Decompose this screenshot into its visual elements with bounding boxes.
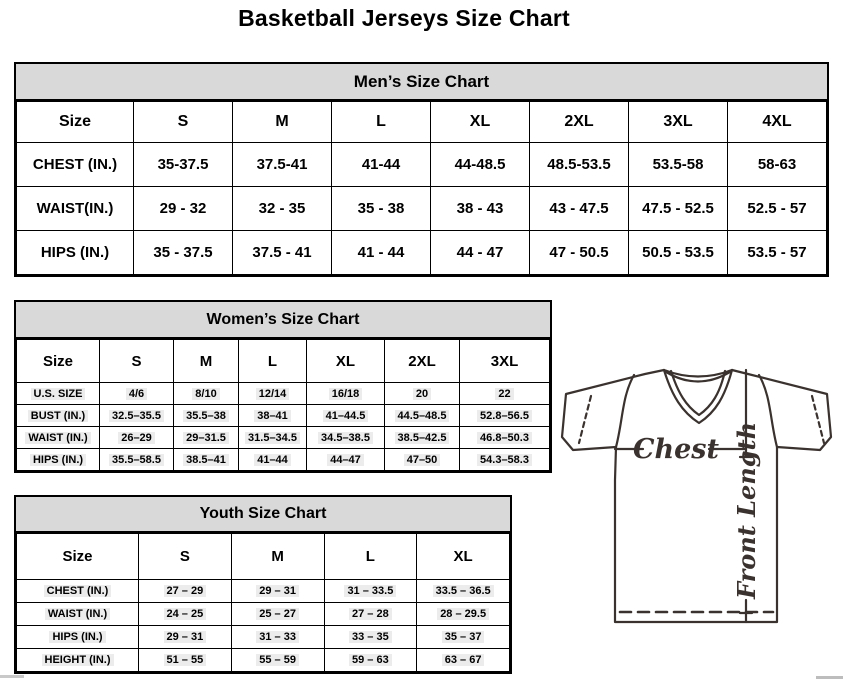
cell-text: L: [267, 352, 278, 370]
cell-text: 27 – 28: [349, 608, 392, 620]
cell-text: 37.5 - 41: [252, 244, 312, 261]
cell-text: 35 - 37.5: [153, 244, 213, 261]
cell-text: L: [365, 548, 375, 565]
row-label: [17, 626, 139, 649]
page-title: Basketball Jerseys Size Chart: [238, 5, 570, 31]
mens-table-body: [17, 143, 827, 275]
size-value-cell: [231, 626, 324, 649]
row-label: [17, 449, 100, 471]
cell-text: 4XL: [762, 113, 792, 130]
cell-text: 3XL: [490, 352, 519, 370]
measurement-row: [17, 231, 827, 275]
cell-text: HEIGHT (IN.): [42, 654, 114, 666]
cell-text: M: [275, 113, 289, 130]
cell-text: 50.5 - 53.5: [642, 244, 714, 261]
cell-text: 29 - 32: [159, 200, 207, 217]
size-value-cell: [233, 143, 332, 187]
size-value-cell: [239, 383, 307, 405]
cell-text: Size: [62, 548, 93, 565]
size-value-cell: [307, 449, 385, 471]
size-value-cell: [460, 427, 550, 449]
scrollbar-fragment-left[interactable]: [0, 675, 24, 678]
mens-size-chart: [14, 62, 829, 277]
size-value-cell: [239, 427, 307, 449]
size-value-cell: [233, 231, 332, 275]
size-value-cell: [307, 405, 385, 427]
cell-text: 38.5–41: [183, 454, 229, 466]
size-col-header: [174, 340, 239, 383]
size-corner-header: [17, 340, 100, 383]
size-col-header: [417, 534, 510, 580]
size-value-cell: [139, 580, 232, 603]
row-label: [17, 383, 100, 405]
womens-table-body: [17, 383, 550, 471]
size-value-cell: [417, 603, 510, 626]
cell-text: CHEST (IN.): [44, 585, 112, 597]
cell-text: WAIST(IN.): [36, 200, 114, 217]
cell-text: 12/14: [256, 388, 290, 400]
size-value-cell: [231, 580, 324, 603]
size-col-header: [307, 340, 385, 383]
size-value-cell: [629, 187, 728, 231]
cell-text: 35-37.5: [157, 156, 209, 173]
row-label: [17, 143, 134, 187]
size-corner-header: [17, 534, 139, 580]
youth-header-row: [17, 534, 510, 580]
size-value-cell: [231, 649, 324, 672]
size-value-cell: [460, 405, 550, 427]
size-value-cell: [460, 383, 550, 405]
cell-text: 35 – 37: [442, 631, 485, 643]
cell-text: 54.3–58.3: [477, 454, 532, 466]
size-value-cell: [239, 449, 307, 471]
cell-text: 26–29: [118, 432, 155, 444]
cell-text: 44-48.5: [454, 156, 506, 173]
cell-text: 2XL: [564, 113, 594, 130]
size-value-cell: [530, 187, 629, 231]
cell-text: 38.5–42.5: [395, 432, 450, 444]
cell-text: 53.5 - 57: [747, 244, 807, 261]
size-value-cell: [530, 143, 629, 187]
jersey-measurement-diagram: [560, 360, 843, 660]
size-value-cell: [100, 427, 174, 449]
size-col-header: [134, 102, 233, 143]
cell-text: 32 - 35: [258, 200, 306, 217]
cell-text: 25 – 27: [256, 608, 299, 620]
cell-text: 38–41: [254, 410, 291, 422]
size-value-cell: [134, 231, 233, 275]
cell-text: Size: [58, 113, 91, 130]
cell-text: S: [131, 352, 142, 370]
measurement-row: [17, 405, 550, 427]
size-col-header: [139, 534, 232, 580]
cell-text: WAIST (IN.): [45, 608, 110, 620]
cell-text: 51 – 55: [164, 654, 207, 666]
cell-text: 41-44: [361, 156, 401, 173]
cell-text: 52.8–56.5: [477, 410, 532, 422]
size-col-header: [231, 534, 324, 580]
row-label: [17, 405, 100, 427]
cell-text: 34.5–38.5: [318, 432, 373, 444]
cell-text: WAIST (IN.): [25, 432, 90, 444]
row-label: [17, 649, 139, 672]
size-value-cell: [307, 383, 385, 405]
cell-text: 24 – 25: [164, 608, 207, 620]
youth-table-body: [17, 580, 510, 672]
size-value-cell: [431, 187, 530, 231]
cell-text: 29 – 31: [164, 631, 207, 643]
size-value-cell: [134, 143, 233, 187]
youth-chart-title: Youth Size Chart: [16, 497, 510, 533]
cell-text: 41–44.5: [323, 410, 369, 422]
cell-text: 35 - 38: [357, 200, 405, 217]
cell-text: XL: [453, 548, 473, 565]
cell-text: 53.5-58: [652, 156, 704, 173]
cell-text: L: [376, 113, 386, 130]
size-value-cell: [307, 427, 385, 449]
cell-text: 31 – 33.5: [344, 585, 396, 597]
cell-text: 29–31.5: [183, 432, 229, 444]
measurement-row: [17, 649, 510, 672]
size-value-cell: [324, 649, 417, 672]
cell-text: 29 – 31: [256, 585, 299, 597]
size-value-cell: [139, 626, 232, 649]
cell-text: 48.5-53.5: [547, 156, 611, 173]
cell-text: 47–50: [404, 454, 441, 466]
cell-text: 32.5–35.5: [109, 410, 164, 422]
size-value-cell: [100, 449, 174, 471]
measurement-row: [17, 383, 550, 405]
cell-text: 43 - 47.5: [549, 200, 609, 217]
size-value-cell: [324, 603, 417, 626]
size-col-header: [385, 340, 460, 383]
cell-text: Size: [42, 352, 73, 370]
mens-header-row: [17, 102, 827, 143]
cell-text: S: [179, 548, 190, 565]
cell-text: 58-63: [757, 156, 797, 173]
cell-text: 35.5–58.5: [109, 454, 164, 466]
size-value-cell: [728, 231, 827, 275]
measurement-row: [17, 449, 550, 471]
size-value-cell: [100, 405, 174, 427]
size-value-cell: [728, 143, 827, 187]
cell-text: XL: [335, 352, 356, 370]
size-value-cell: [385, 449, 460, 471]
size-col-header: [233, 102, 332, 143]
cell-text: 2XL: [408, 352, 436, 370]
right-sleeve-stitch-icon: [812, 396, 824, 443]
cell-text: 27 – 29: [164, 585, 207, 597]
cell-text: 20: [413, 388, 431, 400]
size-value-cell: [431, 143, 530, 187]
size-col-header: [629, 102, 728, 143]
size-value-cell: [332, 231, 431, 275]
cell-text: 33 – 35: [349, 631, 392, 643]
measurement-row: [17, 603, 510, 626]
size-col-header: [431, 102, 530, 143]
size-value-cell: [174, 427, 239, 449]
right-armhole-seam-icon: [759, 375, 777, 447]
cell-text: 52.5 - 57: [747, 200, 807, 217]
size-col-header: [728, 102, 827, 143]
cell-text: M: [199, 352, 213, 370]
cell-text: 31.5–34.5: [245, 432, 300, 444]
cell-text: 3XL: [663, 113, 693, 130]
cell-text: U.S. SIZE: [31, 388, 86, 400]
measurement-row: [17, 143, 827, 187]
chest-label: Chest: [633, 434, 719, 465]
cell-text: 46.8–50.3: [477, 432, 532, 444]
front-length-label: Front Length: [732, 421, 761, 599]
cell-text: 44–47: [327, 454, 364, 466]
size-value-cell: [417, 649, 510, 672]
size-value-cell: [332, 187, 431, 231]
size-value-cell: [530, 231, 629, 275]
cell-text: 41 - 44: [357, 244, 405, 261]
row-label: [17, 580, 139, 603]
size-col-header: [530, 102, 629, 143]
size-value-cell: [460, 449, 550, 471]
row-label: [17, 231, 134, 275]
cell-text: 38 - 43: [456, 200, 504, 217]
cell-text: 44.5–48.5: [395, 410, 450, 422]
cell-text: CHEST (IN.): [32, 156, 118, 173]
cell-text: HIPS (IN.): [30, 454, 86, 466]
womens-size-chart: [14, 300, 552, 473]
size-value-cell: [385, 405, 460, 427]
size-value-cell: [139, 603, 232, 626]
cell-text: 16/18: [329, 388, 363, 400]
cell-text: 35.5–38: [183, 410, 229, 422]
cell-text: 63 – 67: [442, 654, 485, 666]
size-value-cell: [239, 405, 307, 427]
cell-text: S: [177, 113, 189, 130]
cell-text: BUST (IN.): [28, 410, 88, 422]
mens-table: [16, 101, 827, 275]
size-value-cell: [629, 143, 728, 187]
womens-header-row: [17, 340, 550, 383]
left-armhole-seam-icon: [616, 375, 634, 447]
cell-text: 55 – 59: [256, 654, 299, 666]
cell-text: M: [271, 548, 284, 565]
youth-table: [16, 533, 510, 672]
jersey-outline-icon: [562, 370, 831, 622]
size-col-header: [332, 102, 431, 143]
measurement-row: [17, 580, 510, 603]
size-value-cell: [385, 427, 460, 449]
measurement-row: [17, 626, 510, 649]
size-corner-header: [17, 102, 134, 143]
cell-text: 28 – 29.5: [437, 608, 489, 620]
cell-text: 4/6: [126, 388, 147, 400]
row-label: [17, 187, 134, 231]
size-value-cell: [431, 231, 530, 275]
cell-text: 47 - 50.5: [549, 244, 609, 261]
youth-size-chart: [14, 495, 512, 674]
size-col-header: [460, 340, 550, 383]
size-col-header: [324, 534, 417, 580]
cell-text: HIPS (IN.): [49, 631, 105, 643]
size-value-cell: [233, 187, 332, 231]
cell-text: 59 – 63: [349, 654, 392, 666]
cell-text: HIPS (IN.): [40, 244, 110, 261]
size-value-cell: [100, 383, 174, 405]
womens-chart-title: Women’s Size Chart: [16, 302, 550, 339]
cell-text: XL: [469, 113, 491, 130]
size-value-cell: [324, 580, 417, 603]
size-value-cell: [139, 649, 232, 672]
left-sleeve-stitch-icon: [579, 396, 591, 443]
size-value-cell: [417, 626, 510, 649]
size-value-cell: [728, 187, 827, 231]
size-value-cell: [332, 143, 431, 187]
size-value-cell: [385, 383, 460, 405]
mens-chart-title: Men’s Size Chart: [16, 64, 827, 101]
cell-text: 44 - 47: [456, 244, 504, 261]
size-value-cell: [174, 449, 239, 471]
measurement-row: [17, 427, 550, 449]
size-value-cell: [174, 405, 239, 427]
size-col-header: [239, 340, 307, 383]
size-col-header: [100, 340, 174, 383]
size-value-cell: [324, 626, 417, 649]
womens-table: [16, 339, 550, 471]
cell-text: 33.5 – 36.5: [433, 585, 494, 597]
cell-text: 22: [495, 388, 513, 400]
cell-text: 8/10: [192, 388, 219, 400]
cell-text: 41–44: [254, 454, 291, 466]
cell-text: 31 – 33: [256, 631, 299, 643]
size-value-cell: [134, 187, 233, 231]
size-value-cell: [417, 580, 510, 603]
row-label: [17, 427, 100, 449]
size-value-cell: [231, 603, 324, 626]
row-label: [17, 603, 139, 626]
size-value-cell: [174, 383, 239, 405]
size-value-cell: [629, 231, 728, 275]
cell-text: 47.5 - 52.5: [642, 200, 714, 217]
measurement-row: [17, 187, 827, 231]
cell-text: 37.5-41: [256, 156, 308, 173]
